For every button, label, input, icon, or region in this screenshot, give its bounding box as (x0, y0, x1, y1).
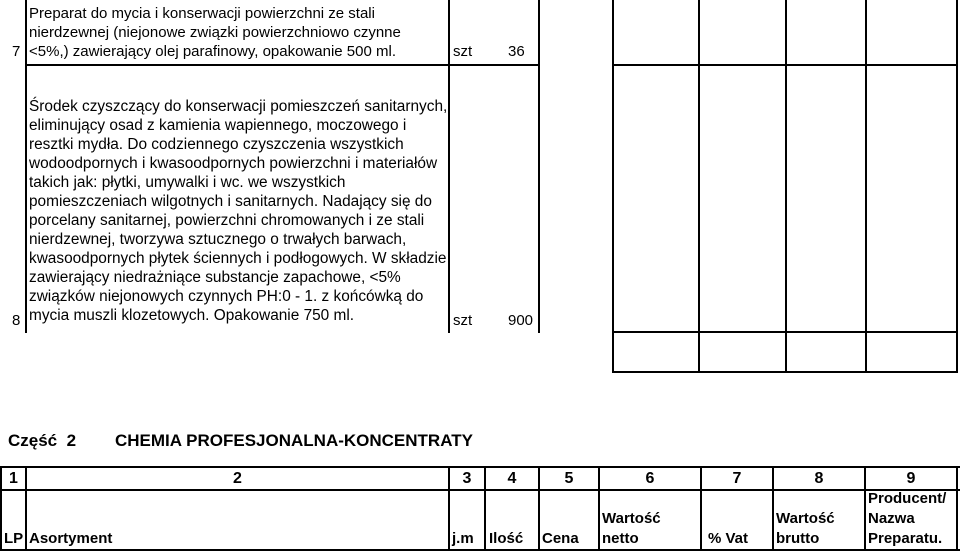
header-asortyment: Asortyment (29, 530, 113, 547)
header-wartosc-brutto: Wartość (776, 510, 835, 527)
row-7-line-3: <5%,) zawierający olej parafinowy, opakowanie 500 ml. (29, 43, 396, 60)
grid-line (612, 371, 958, 373)
row-8-line-8: nierdzewnej, tworzywa sztucznego o trwałych barwach, (29, 231, 407, 248)
header-producent: Producent/ (868, 490, 947, 507)
row-8-line-10: zawierający niedrażniące substancje zapachowe, <5% (29, 269, 401, 286)
grid-line (956, 0, 958, 373)
grid-line (25, 64, 540, 66)
header-lp: LP (4, 530, 24, 547)
grid-line (612, 0, 614, 373)
header-jm: j.m (452, 530, 474, 547)
grid-line (956, 466, 958, 551)
row-8-lp: 8 (12, 312, 21, 329)
row-8-unit: szt (453, 312, 473, 329)
header-producent-2: Nazwa (868, 510, 915, 527)
grid-line (865, 0, 867, 373)
row-8-line-1: Środek czyszczący do konserwacji pomieszczeń sanitarnych, (29, 98, 448, 115)
row-8-line-6: pomieszczeniach wilgotnych i sanitarnych. Nadający się do (29, 193, 432, 210)
header-producent-3: Preparatu. (868, 530, 943, 547)
grid-line (538, 0, 540, 333)
grid-line (612, 64, 958, 66)
row-7-lp: 7 (12, 43, 21, 60)
grid-line (612, 331, 958, 333)
header-cena: Cena (542, 530, 579, 547)
row-7-qty: 36 (508, 43, 525, 60)
column-number: 7 (732, 470, 742, 487)
header-vat: % Vat (708, 530, 749, 547)
column-number: 1 (9, 470, 18, 487)
header-ilosc: Ilość (489, 530, 524, 547)
grid-line (25, 0, 27, 333)
column-number: 6 (645, 470, 655, 487)
row-8-qty: 900 (508, 312, 534, 329)
row-7-unit: szt (453, 43, 473, 60)
column-number: 5 (564, 470, 574, 487)
row-8-line-4: wodoodpornych i kwasoodpornych powierzchni i materiałów (29, 155, 438, 172)
column-number: 4 (507, 470, 517, 487)
row-7-line-2: nierdzewnej (niejonowe związki powierzchniowo czynne (29, 24, 401, 41)
grid-line (0, 466, 960, 468)
column-number: 2 (233, 470, 242, 487)
header-wartosc-netto-2: netto (602, 530, 639, 547)
grid-line (448, 0, 450, 333)
row-8-line-2: eliminujący osad z kamienia wapiennego, moczowego i (29, 117, 407, 134)
row-8-line-7: porcelany sanitarnej, powierzchni chromowanych i ze stali (29, 212, 425, 229)
grid-line (698, 0, 700, 373)
grid-line (785, 0, 787, 373)
column-number: 8 (814, 470, 824, 487)
row-8-line-11: związków niejonowych czynnych PH:0 - 1. z końcówką do (29, 288, 424, 305)
header-wartosc-netto: Wartość (602, 510, 661, 527)
header-wartosc-brutto-2: brutto (776, 530, 820, 547)
row-7-line-1: Preparat do mycia i konserwacji powierzchni ze stali (29, 5, 375, 22)
grid-line (0, 489, 960, 491)
row-8-line-12: mycia muszli klozetowych. Opakowanie 750 ml. (29, 307, 355, 324)
row-8-line-3: resztki mydła. Do codziennego czyszczenia wszystkich (29, 136, 404, 153)
column-number: 3 (462, 470, 472, 487)
row-8-line-5: takich jak: płytki, umywalki i wc. we wszystkich (29, 174, 346, 191)
column-number: 9 (906, 470, 916, 487)
section-part-label: Część 2 (8, 431, 77, 450)
row-8-line-9: kwasoodpornych płytek ściennych i podłogowych. W składzie (29, 250, 447, 267)
section-title: CHEMIA PROFESJONALNA-KONCENTRATY (115, 431, 473, 450)
